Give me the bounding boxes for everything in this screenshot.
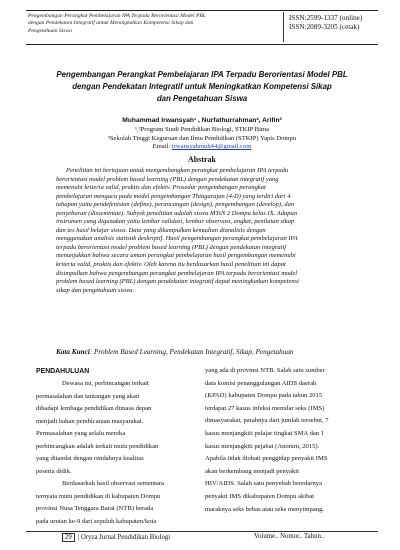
issn-print: ISSN:2089-3205 (cetak) bbox=[289, 23, 360, 31]
affiliations bbox=[26, 126, 378, 152]
body-line: maraknya seks bebas atau seks menyimpang. bbox=[205, 505, 325, 513]
body-line: perbincangkan adalah terkait mutu pendidikan bbox=[36, 442, 159, 450]
abstract-line: menunjukkan bahwa secara umum perangkat pembelajaran hasil pengembangan memenuhi bbox=[56, 252, 296, 260]
email-link[interactable]: irwansyahmuh44@gmail.com bbox=[171, 143, 252, 151]
title-line: dengan Pendekatan Integratif untuk Meningkatkan Kompetensi Sikap bbox=[72, 82, 332, 91]
journal-name: | Oryza Jurnal Pendidikan Biologi bbox=[77, 534, 171, 541]
issn-online: ISSN:2599-1337 (online) bbox=[289, 14, 363, 22]
title-line: dan Pengetahuan Siswa bbox=[156, 94, 248, 103]
abstract-line: penyebaran (disseminate). Subyek penelitian adalah siswa MTsN 2 Dompu kelas IX. Adapun bbox=[56, 209, 298, 217]
body-line: peserta didik. bbox=[36, 467, 72, 475]
abstract-line: tahapan yaitu pendefenisian (define), perancangan (design), pengembangan (develop), dan bbox=[56, 201, 295, 209]
abstract-line: memenuhi kriteria valid, praktis dan efektiv. Prosedur pengembangan perangkat bbox=[56, 184, 266, 192]
footer-rule bbox=[26, 531, 378, 532]
abstract-heading: Abstrak bbox=[187, 155, 216, 164]
abstract-line: instrumen yang digunakan yaitu lembar validasi, lembar observasi, angket, penilaian sikap bbox=[56, 218, 295, 226]
header-top-rule bbox=[26, 10, 378, 11]
header-bottom-rule bbox=[26, 44, 378, 45]
header-separator bbox=[283, 12, 284, 42]
abstract-line: pembelajaran mengacu pada model pengembangan Thiagarajan (4-D) yang terdiri dari 4 bbox=[56, 192, 291, 200]
article-title bbox=[26, 69, 378, 105]
email-line bbox=[26, 143, 378, 152]
body-line: dihadapi lembaga pendidikan dimasa depan bbox=[36, 405, 152, 412]
body-line: terdapat 27 kasus infeksi menular seks (IMS) bbox=[205, 404, 325, 412]
page-number: 29 bbox=[62, 533, 75, 542]
body-line: Berdasarkah hasil observasi sementara bbox=[62, 480, 164, 487]
footer-volume-info: Volume.. Nomor.. Tahun.. bbox=[254, 533, 325, 540]
keywords-label: Kata Kunci bbox=[56, 348, 90, 356]
body-line: ternyata mutu pendidikan di kabupaten Dompu bbox=[36, 492, 161, 500]
keywords-text: : Problem Based Learning, Pendekatan Integratif, Sikap, Pengetahuan bbox=[89, 348, 294, 356]
abstract-line: problem based learning (PBL) dengan pendekatan integratif dapat meningkatkan kompetensi bbox=[56, 278, 299, 286]
body-line: pada urutan ke-9 dari sepuluh kabupaten/kota bbox=[36, 517, 157, 525]
running-header-line: dengan Pendekatan Integratif untuk Meningkatkan Kompetensi Sikap dan bbox=[28, 20, 194, 27]
body-line: dimasyarakat, parahnya dari jumlah tersebut, 7 bbox=[205, 417, 329, 425]
body-line: akan berkembang menjadi penyakit bbox=[205, 467, 299, 475]
abstract-line: berorientasi model problem based learning (PBL) dengan pendekatan integratif yang bbox=[56, 175, 279, 183]
abstract-line: terpadu berorientasi model problem based learning (PBL) dengan pendekatan integratif bbox=[56, 243, 287, 251]
affiliation-line: ³Sekolah Tinggi Keguruan dan Ilmu Pendidikan (STKIP) Yapis Dompu bbox=[107, 134, 297, 142]
body-line: yang ada di provinsi NTB. Salah satu sumber bbox=[205, 367, 325, 374]
body-line: kasus menjangkiti pelajar tingkat SMA dan 1 bbox=[205, 430, 325, 437]
body-line: Apabila tidak diobati penggidap penyakit IMS bbox=[205, 455, 328, 463]
body-line: yang ditandai dengan rendahnya kualitas bbox=[36, 455, 144, 462]
section-heading: PENDAHULUAN bbox=[36, 368, 90, 375]
issn-block bbox=[289, 14, 362, 32]
body-line: HIV/AIDS. Salah satu penyebab beredarnya bbox=[205, 480, 323, 488]
affiliation-line: ¹,²Program Studi Pendidikan Biologi, STKIP Bima bbox=[135, 126, 269, 133]
running-header-title bbox=[28, 13, 278, 35]
body-line: (KPAD) kabupaten Dompu pada tahun 2015 bbox=[205, 392, 323, 400]
footer-journal bbox=[62, 533, 170, 542]
abstract-line: dan tes hasil belajar siswa. Data yang dikumpulkan kemudian dianalisis dengan bbox=[56, 226, 266, 234]
abstract-line: disimpulkan bahwa pengembangan perangkat pembelajaran IPA terpadu berorientasi model bbox=[56, 269, 298, 277]
title-line: Pengembangan Perangkat Pembelajaran IPA Terpadu Berorientasi Model PBL bbox=[56, 70, 348, 79]
body-line: data komisi penanggulangan AIDS daerah bbox=[205, 379, 317, 387]
abstract-body bbox=[56, 167, 348, 295]
email-label: Email: bbox=[152, 143, 172, 151]
abstract-line: Penelitian ini bertujuan untuk mengembangkan perangkat pembelajaran IPA terpadu bbox=[66, 167, 289, 174]
author-list: Muhammad Irwansyah¹ , Nurfathurrahman², Arifin³ bbox=[122, 117, 282, 124]
running-header-line: Pengetahuan Siswa bbox=[28, 27, 72, 34]
abstract-line: kriteria valid, praktis dan efektiv. Oleh karena itu berdasarkan hasil penelitian ini dapat bbox=[56, 261, 286, 269]
body-line: menjadi bahan pembicaraan masyarakat. bbox=[36, 417, 144, 425]
abstract-line: sikap dan pengetahuan siswa. bbox=[56, 286, 134, 294]
body-line: Permasalahan yang selalu mereka bbox=[36, 430, 126, 437]
body-line: kasus menjangkiti pejabat (Anonim, 2015). bbox=[205, 442, 320, 450]
body-line: Dewasa ini, perbincangan terkait bbox=[62, 380, 149, 387]
body-line: provinsi Nusa Tenggara Barat (NTB) berada bbox=[36, 505, 154, 512]
body-line: permasalahan dan tantangan yang akan bbox=[36, 392, 140, 400]
keywords-line bbox=[56, 348, 356, 356]
running-header-line: Pengembangan Perangkat Pembelajaran IPA Terpadu Berorientasi Model PBL bbox=[28, 13, 206, 19]
body-line: penyakit IMS dikabupaten Dompu akibat bbox=[205, 493, 315, 500]
abstract-line: menggunakan analisis statistik deskriptif. Hasil pengembangan perangkat pembelajaran IPA bbox=[56, 235, 298, 243]
